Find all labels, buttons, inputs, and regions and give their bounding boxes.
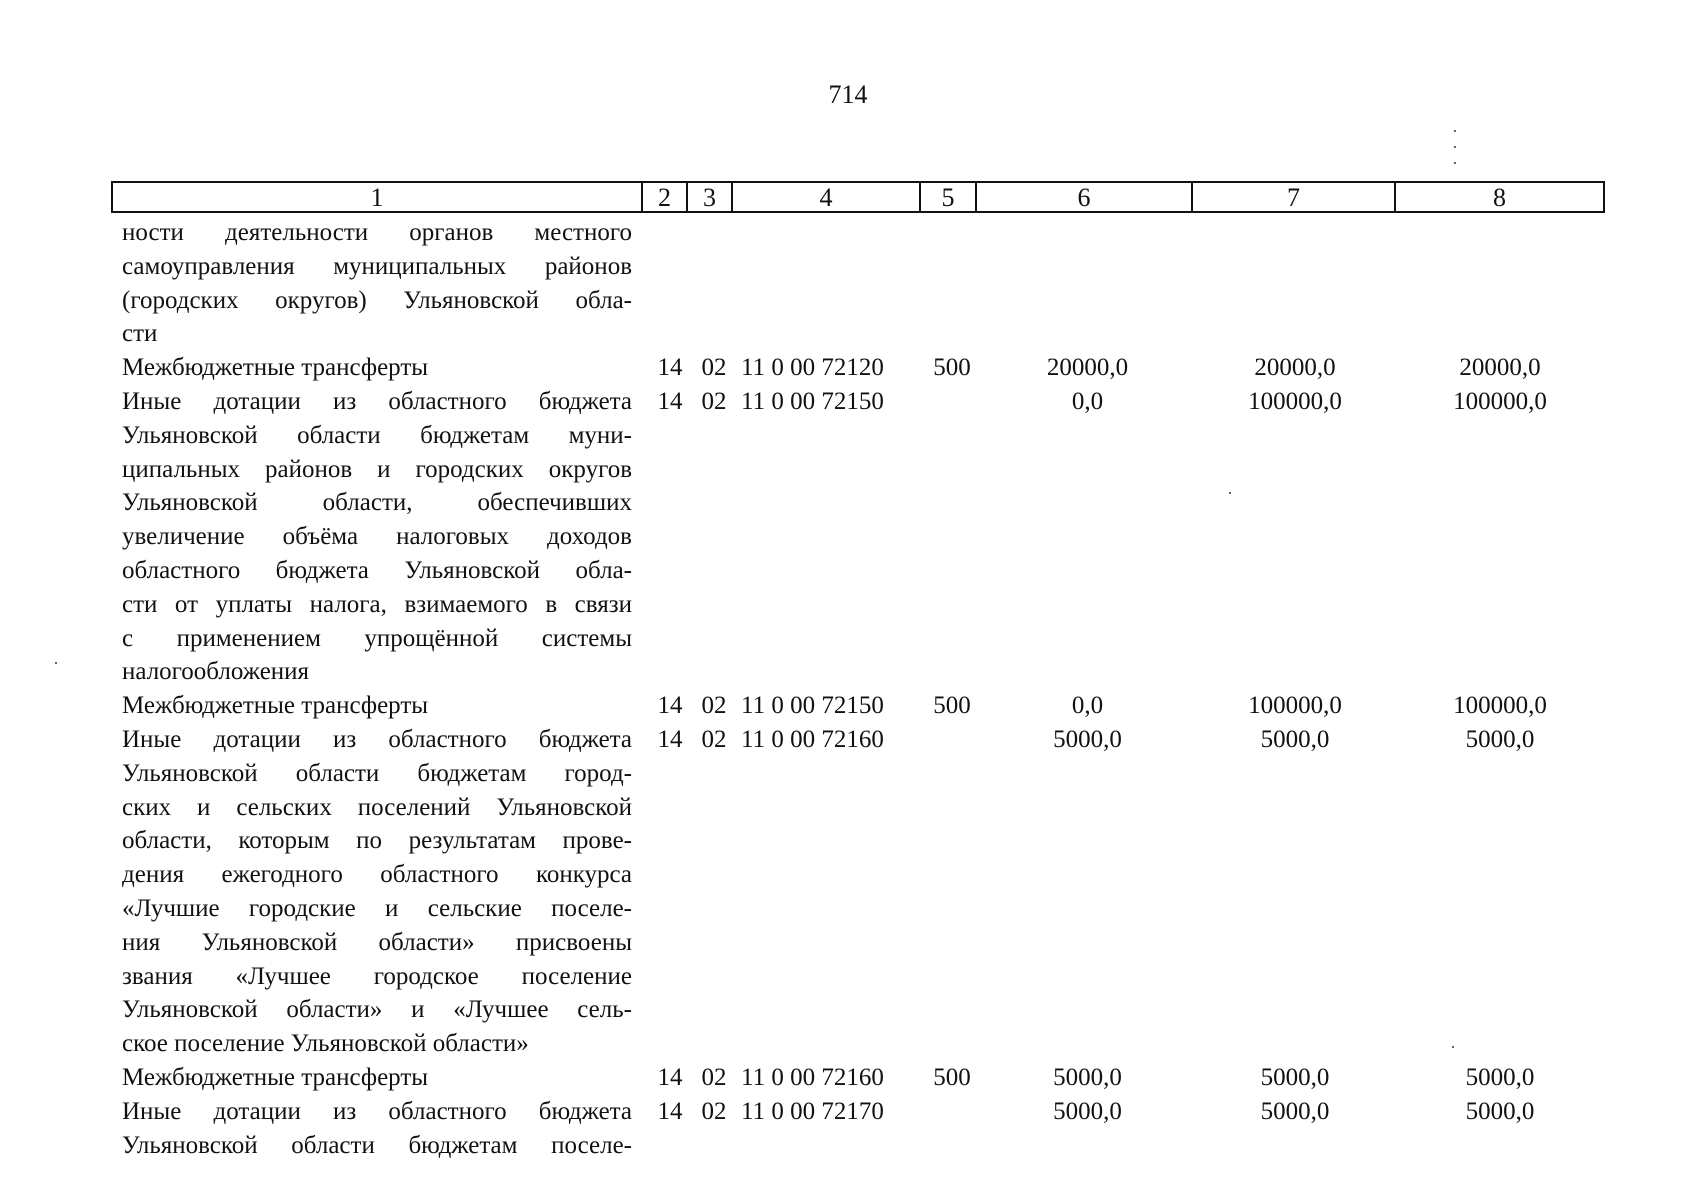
row-description	[122, 216, 632, 351]
row-description	[122, 385, 632, 689]
cell-col-7: 5000,0	[1260, 1063, 1330, 1091]
cell-col-4: 11 0 00 72170	[741, 1097, 884, 1125]
cell-col-3: 02	[701, 1097, 727, 1125]
description-line: областного бюджета Ульяновской обла-	[122, 556, 632, 584]
cell-col-7: 100000,0	[1248, 387, 1342, 415]
scan-speck	[1454, 130, 1456, 132]
header-col-2: 2	[643, 183, 688, 211]
cell-col-6: 5000,0	[1053, 725, 1122, 753]
cell-col-4: 11 0 00 72150	[741, 692, 884, 720]
description-line: Межбюджетные трансферты	[122, 1063, 429, 1091]
table-header	[111, 181, 1605, 213]
header-col-7: 7	[1193, 183, 1396, 211]
table-row	[0, 1095, 1696, 1163]
description-line: ния Ульяновской области» присвоены	[122, 928, 632, 956]
cell-col-3: 02	[701, 692, 727, 720]
cell-col-8: 5000,0	[1465, 1097, 1535, 1125]
cell-col-7: 5000,0	[1260, 725, 1330, 753]
description-line: налогообложения	[122, 658, 310, 686]
description-line: области, которым по результатам прове-	[122, 827, 632, 855]
description-line: с применением упрощённой системы	[122, 624, 632, 652]
description-line: ских и сельских поселений Ульяновской	[122, 793, 632, 821]
header-col-1: 1	[113, 183, 643, 211]
cell-col-2: 14	[657, 725, 683, 753]
row-description	[122, 689, 632, 723]
cell-col-6: 0,0	[1071, 692, 1104, 720]
cell-col-2: 14	[657, 1063, 683, 1091]
cell-col-7: 100000,0	[1248, 692, 1342, 720]
cell-col-3: 02	[701, 387, 727, 415]
scan-speck	[1454, 146, 1456, 148]
cell-col-6: 20000,0	[1046, 354, 1129, 382]
table-row	[0, 216, 1696, 351]
description-line: сти от уплаты налога, взимаемого в связи	[122, 590, 632, 618]
description-line: Иные дотации из областного бюджета	[122, 725, 632, 753]
cell-col-8: 100000,0	[1453, 692, 1547, 720]
cell-col-8: 5000,0	[1465, 725, 1535, 753]
cell-col-3: 02	[701, 1063, 727, 1091]
cell-col-4: 11 0 00 72150	[741, 387, 884, 415]
table-body	[0, 216, 1696, 1162]
description-line: (городских округов) Ульяновской обла-	[122, 286, 632, 314]
description-line: Ульяновской области» и «Лучшее сель-	[122, 996, 632, 1024]
description-line: увеличение объёма налоговых доходов	[122, 523, 632, 551]
description-line: самоуправления муниципальных районов	[122, 252, 632, 280]
header-col-3: 3	[688, 183, 733, 211]
row-description	[122, 351, 632, 385]
cell-col-6: 5000,0	[1053, 1063, 1122, 1091]
description-line: ности деятельности органов местного	[122, 219, 632, 246]
cell-col-2: 14	[657, 354, 683, 382]
header-col-5: 5	[921, 183, 977, 211]
scan-speck	[1454, 162, 1456, 164]
table-row	[0, 723, 1696, 1061]
description-line: ципальных районов и городских округов	[122, 455, 632, 483]
cell-col-2: 14	[657, 1097, 683, 1125]
description-line: Ульяновской области бюджетам город-	[122, 759, 632, 787]
description-line: Иные дотации из областного бюджета	[122, 1097, 632, 1125]
cell-col-6: 0,0	[1071, 387, 1104, 415]
header-col-8: 8	[1493, 183, 1506, 212]
table-row	[0, 385, 1696, 689]
description-line: дения ежегодного областного конкурса	[122, 861, 632, 889]
description-line: Ульяновской области, обеспечивших	[122, 489, 632, 517]
cell-col-3: 02	[701, 725, 727, 753]
row-description	[122, 1095, 632, 1163]
cell-col-8: 100000,0	[1453, 387, 1547, 415]
header-col-6: 6	[977, 183, 1193, 211]
description-line: Межбюджетные трансферты	[122, 692, 429, 720]
cell-col-3: 02	[701, 354, 727, 382]
cell-col-4: 11 0 00 72160	[741, 725, 884, 753]
cell-col-8: 5000,0	[1465, 1063, 1535, 1091]
cell-col-4: 11 0 00 72160	[741, 1063, 884, 1091]
description-line: Ульяновской области бюджетам поселе-	[122, 1131, 632, 1159]
cell-col-7: 5000,0	[1260, 1097, 1330, 1125]
cell-col-7: 20000,0	[1254, 354, 1336, 382]
table-row	[0, 351, 1696, 385]
description-line: Ульяновской области бюджетам муни-	[122, 421, 632, 449]
table-row	[0, 1061, 1696, 1095]
cell-col-2: 14	[657, 387, 683, 415]
description-line: «Лучшие городские и сельские поселе-	[122, 894, 632, 922]
cell-col-4: 11 0 00 72120	[741, 354, 884, 382]
cell-col-2: 14	[657, 692, 683, 720]
description-line: ское поселение Ульяновской области»	[122, 1030, 529, 1058]
cell-col-5: 500	[933, 692, 971, 720]
cell-col-5: 500	[933, 354, 971, 382]
description-line: Межбюджетные трансферты	[122, 354, 429, 382]
header-col-4: 4	[733, 183, 921, 211]
cell-col-5: 500	[933, 1063, 971, 1091]
description-line: сти	[122, 320, 158, 348]
table-row	[0, 689, 1696, 723]
cell-col-8: 20000,0	[1459, 354, 1541, 382]
row-description	[122, 723, 632, 1061]
cell-col-6: 5000,0	[1053, 1097, 1122, 1125]
description-line: Иные дотации из областного бюджета	[122, 387, 632, 415]
row-description	[122, 1061, 632, 1095]
description-line: звания «Лучшее городское поселение	[122, 962, 632, 990]
page-number: 714	[828, 80, 868, 109]
